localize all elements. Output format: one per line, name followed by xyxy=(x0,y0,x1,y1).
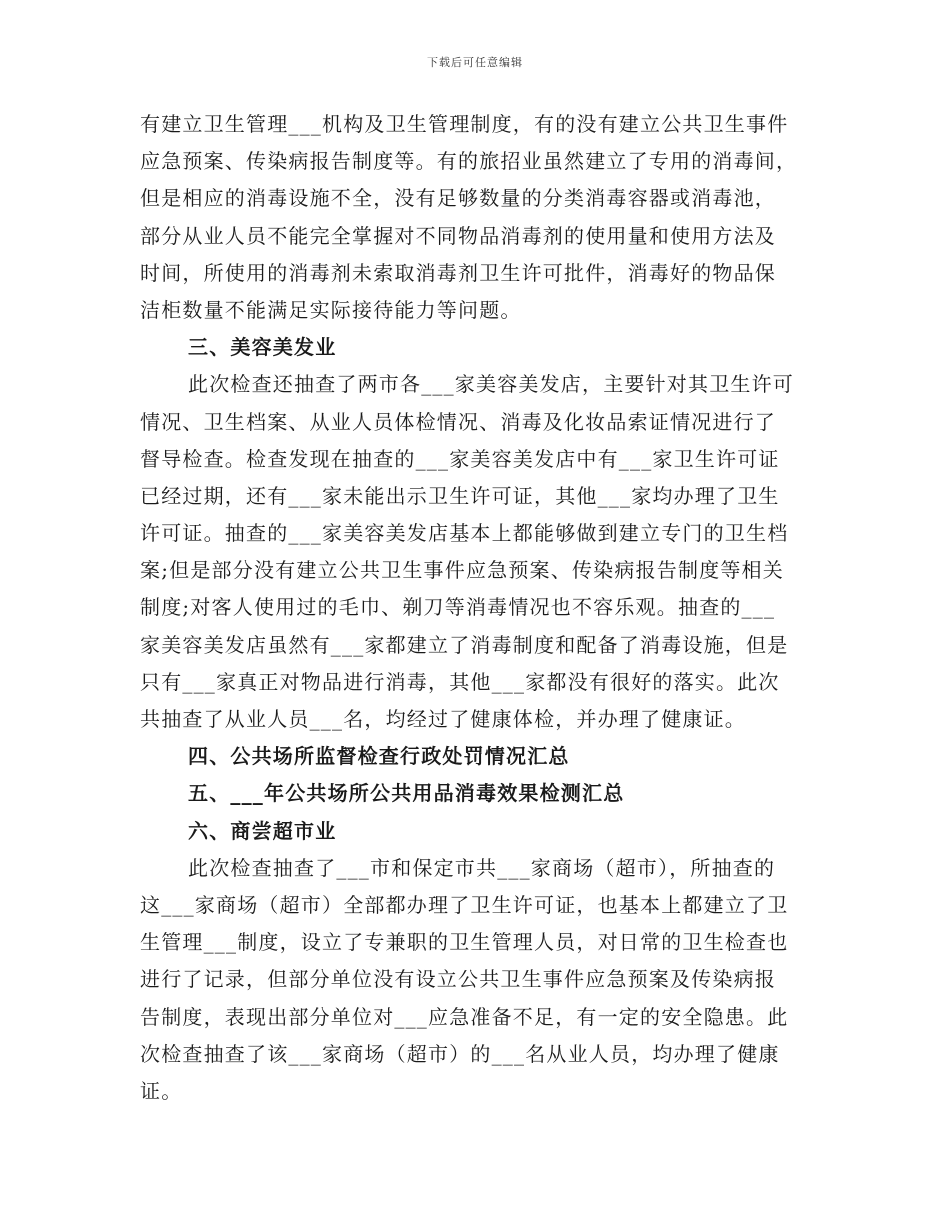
section-heading-disinfection-tests: 五、___年公共场所公共用品消毒效果检测汇总 xyxy=(188,781,625,806)
body-line: 共抽查了从业人员___名，均经过了健康体检，并办理了健康证。 xyxy=(140,707,746,731)
body-line: 只有___家真正对物品进行消毒，其他___家都没有很好的落实。此次 xyxy=(140,669,780,694)
body-line: 此次检查还抽查了两市各___家美容美发店，主要针对其卫生许可 xyxy=(188,372,794,397)
body-line: 这___家商场（超市）全部都办理了卫生许可证，也基本上都建立了卫 xyxy=(140,892,789,917)
body-line: 制度;对客人使用过的毛巾、剃刀等消毒情况也不容乐观。抽查的___ xyxy=(140,595,776,620)
section-heading-beauty-salon: 三、美容美发业 xyxy=(188,335,337,360)
body-line: 部分从业人员不能完全掌握对不同物品消毒剂的使用量和使用方法及 xyxy=(140,223,776,248)
body-line: 证。 xyxy=(140,1078,183,1103)
header-note: 下载后可任意编辑 xyxy=(427,56,523,69)
body-line: 但是相应的消毒设施不全，没有足够数量的分类消毒容器或消毒池， xyxy=(140,186,776,211)
section-heading-supermarkets: 六、商尝超市业 xyxy=(188,818,337,843)
body-line: 洁柜数量不能满足实际接待能力等问题。 xyxy=(140,297,522,322)
body-line: 次检查抽查了该___家商场（超市）的___名从业人员，均办理了健康 xyxy=(140,1041,780,1066)
section-heading-penalties: 四、公共场所监督检查行政处罚情况汇总 xyxy=(188,744,570,769)
body-line: 家美容美发店虽然有___家都建立了消毒制度和配备了消毒设施，但是 xyxy=(140,632,789,657)
body-line: 有建立卫生管理___机构及卫生管理制度，有的没有建立公共卫生事件 xyxy=(140,112,789,136)
body-line: 督导检查。检查发现在抽查的___家美容美发店中有___家卫生许可证 xyxy=(140,446,780,471)
body-line: 进行了记录，但部分单位没有设立公共卫生事件应急预案及传染病报 xyxy=(140,967,776,992)
body-line: 已经过期，还有___家未能出示卫生许可证，其他___家均办理了卫生 xyxy=(140,483,780,508)
body-line: 案;但是部分没有建立公共卫生事件应急预案、传染病报告制度等相关 xyxy=(140,558,784,583)
body-line: 生管理___制度，设立了专兼职的卫生管理人员，对日常的卫生检查也 xyxy=(140,930,789,955)
body-line: 许可证。抽查的___家美容美发店基本上都能够做到建立专门的卫生档 xyxy=(140,521,789,546)
document-body xyxy=(140,106,822,1110)
body-line: 情况、卫生档案、从业人员体检情况、消毒及化妆品索证情况进行了 xyxy=(140,409,776,434)
body-line: 告制度，表现出部分单位对___应急准备不足，有一定的安全隐患。此 xyxy=(140,1004,789,1029)
body-line: 此次检查抽查了___市和保定市共___家商场（超市），所抽查的 xyxy=(188,855,776,880)
body-line: 应急预案、传染病报告制度等。有的旅招业虽然建立了专用的消毒间， xyxy=(140,149,798,174)
body-line: 时间，所使用的消毒剂未索取消毒剂卫生许可批件，消毒好的物品保 xyxy=(140,260,776,285)
